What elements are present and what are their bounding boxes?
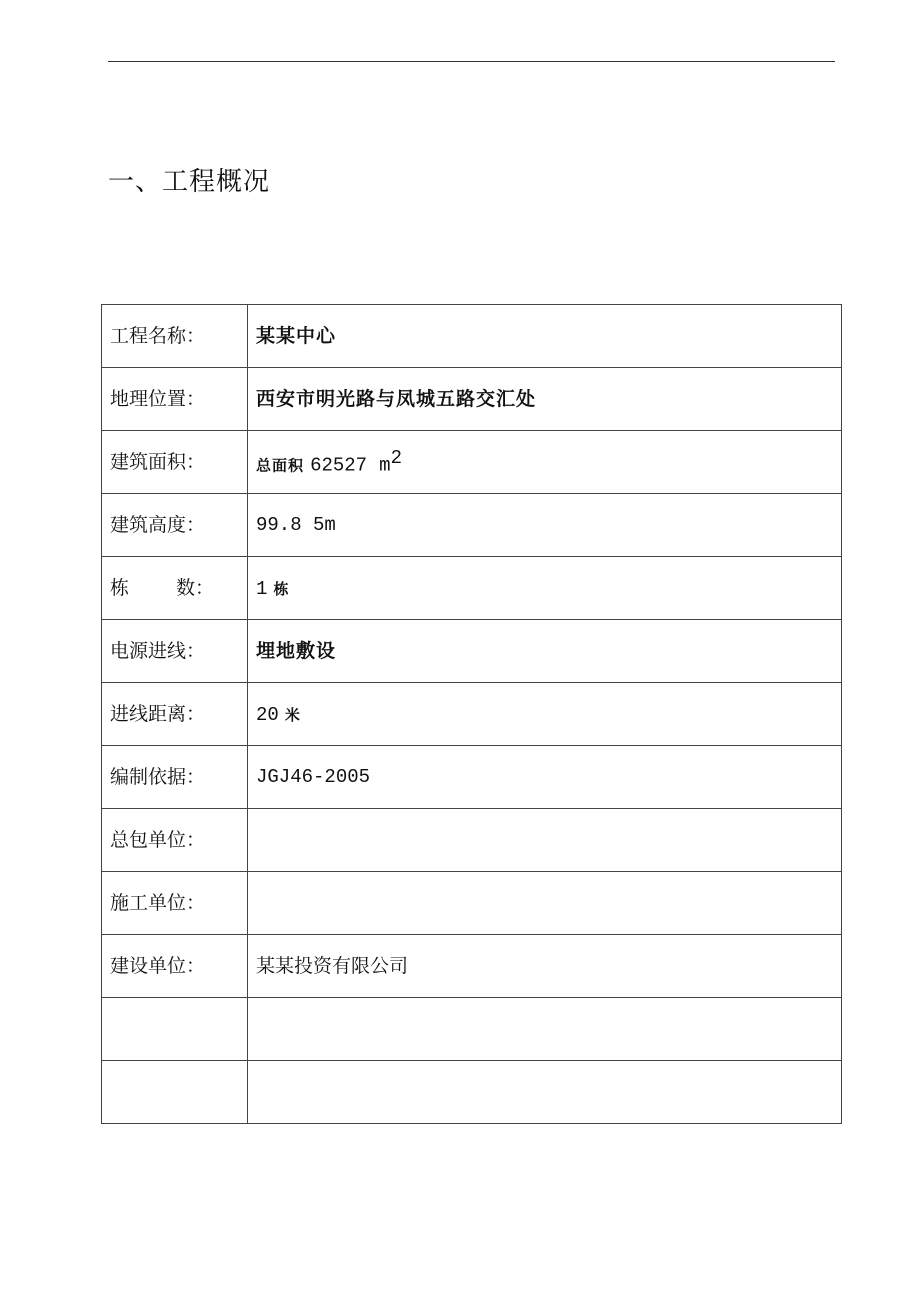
building-count-unit: 栋 xyxy=(273,579,290,598)
row-label-general-contractor: 总包单位： xyxy=(102,809,248,872)
row-value-building-count xyxy=(248,557,842,620)
row-value-power-inlet: 埋地敷设 xyxy=(248,620,842,683)
row-value-basis: JGJ46-2005 xyxy=(248,746,842,809)
table-row xyxy=(102,620,842,683)
row-value-floor-area xyxy=(248,431,842,494)
table-row xyxy=(102,368,842,431)
row-value-construction-unit xyxy=(248,872,842,935)
row-value-general-contractor xyxy=(248,809,842,872)
table-row xyxy=(102,431,842,494)
table-row xyxy=(102,1061,842,1124)
row-label-floor-area: 建筑面积： xyxy=(102,431,248,494)
table-row xyxy=(102,746,842,809)
table-row xyxy=(102,872,842,935)
row-label-power-inlet: 电源进线： xyxy=(102,620,248,683)
header-rule xyxy=(108,61,835,62)
table-row xyxy=(102,935,842,998)
table-row xyxy=(102,305,842,368)
inlet-distance-unit: 米 xyxy=(284,705,301,724)
row-label-inlet-distance: 进线距离： xyxy=(102,683,248,746)
table-row xyxy=(102,998,842,1061)
row-value-inlet-distance xyxy=(248,683,842,746)
floor-area-prefix: 总面积 xyxy=(256,456,305,475)
building-count-label-first: 栋 xyxy=(110,577,130,599)
row-value-project-name: 某某中心 xyxy=(248,305,842,368)
inlet-distance-number: 20 xyxy=(256,703,279,726)
row-value-owner-unit: 某某投资有限公司 xyxy=(248,935,842,998)
row-label-owner-unit: 建设单位： xyxy=(102,935,248,998)
row-label-project-name: 工程名称： xyxy=(102,305,248,368)
row-label-construction-unit: 施工单位： xyxy=(102,872,248,935)
floor-area-unit: m xyxy=(379,454,391,477)
table-row xyxy=(102,809,842,872)
row-value-location: 西安市明光路与凤城五路交汇处 xyxy=(248,368,842,431)
row-label-location: 地理位置： xyxy=(102,368,248,431)
floor-area-unit-exponent: 2 xyxy=(390,447,402,470)
row-label-basis: 编制依据： xyxy=(102,746,248,809)
table-row xyxy=(102,683,842,746)
building-count-label-rest: 数： xyxy=(176,577,215,599)
row-value-empty-2 xyxy=(248,1061,842,1124)
row-value-building-height: 99.8 5m xyxy=(248,494,842,557)
project-overview-table xyxy=(101,304,842,1124)
table-row xyxy=(102,494,842,557)
row-value-empty-1 xyxy=(248,998,842,1061)
section-heading: 一、工程概况 xyxy=(108,167,271,197)
floor-area-number: 62527 xyxy=(310,454,368,477)
row-label-building-height: 建筑高度： xyxy=(102,494,248,557)
table-row xyxy=(102,557,842,620)
row-label-building-count xyxy=(102,557,248,620)
row-label-empty-2 xyxy=(102,1061,248,1124)
row-label-empty-1 xyxy=(102,998,248,1061)
building-count-number: 1 xyxy=(256,577,268,600)
